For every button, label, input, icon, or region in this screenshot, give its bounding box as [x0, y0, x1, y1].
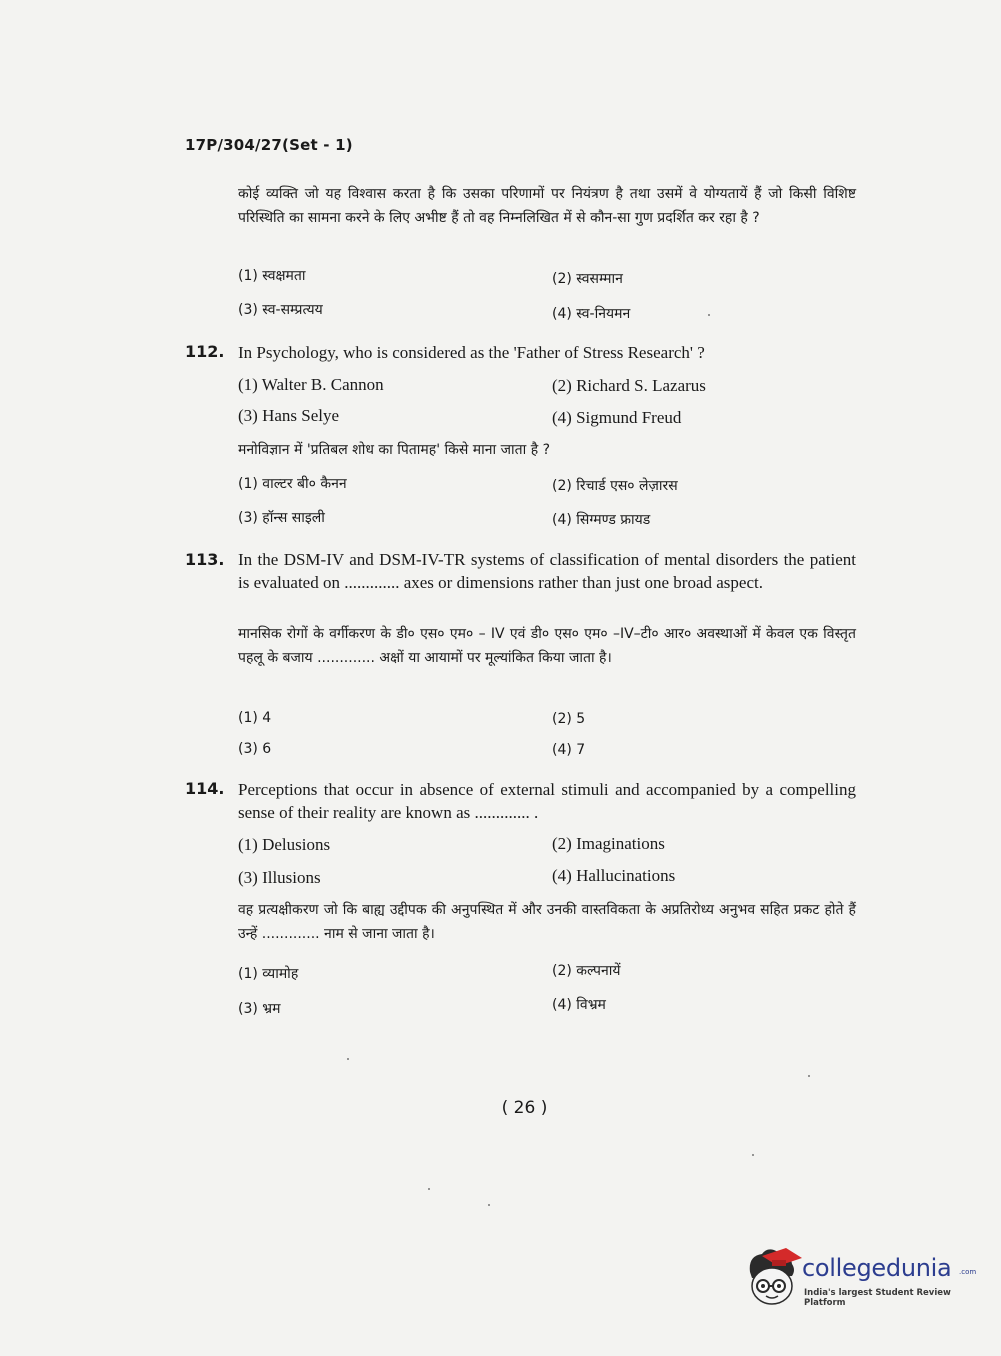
q112-number: 112.: [185, 342, 225, 361]
q114-option-1-hi: (1) व्यामोह: [238, 966, 299, 982]
scan-speck: [488, 1204, 490, 1206]
q111-option-4: (4) स्व-नियमन: [552, 306, 631, 322]
q112-text-en: In Psychology, who is considered as the 'Father of Stress Research' ?: [238, 343, 705, 362]
q112-option-2-hi: (2) रिचार्ड एस० लेज़ारस: [552, 478, 678, 494]
q112-option-4-en: (4) Sigmund Freud: [552, 408, 682, 427]
brand-name: collegedunia: [802, 1254, 952, 1282]
q112-text-hi: मनोविज्ञान में 'प्रतिबल शोध का पितामह' किसे माना जाता है ?: [238, 442, 551, 458]
q114-option-4-hi: (4) विभ्रम: [552, 997, 606, 1013]
q111-hindi-stem: कोई व्यक्ति जो यह विश्वास करता है कि उसका परिणामों पर नियंत्रण है तथा उसमें वे योग्यतायें हैं जो किसी विशिष्ट परिस्थिति का सामना करने के लिए अभीष्ट हैं तो वह निम्नलिखित में से कौन-सा गुण प्रदर्शित कर रहा है ?: [238, 186, 856, 226]
q111-option-2: (2) स्वसम्मान: [552, 271, 623, 287]
page-number: ( 26 ): [501, 1098, 548, 1118]
paper-code: 17P/304/27(Set - 1): [185, 136, 353, 154]
scan-speck: [708, 314, 710, 316]
q114-option-2-en: (2) Imaginations: [552, 834, 665, 853]
collegedunia-logo: [742, 1244, 977, 1314]
q114-number: 114.: [185, 779, 225, 798]
brand-domain: .com: [959, 1268, 977, 1276]
q112-option-3-hi: (3) हॉन्स साइली: [238, 510, 325, 526]
q111-option-3: (3) स्व-सम्प्रत्यय: [238, 302, 323, 318]
q112-option-3-en: (3) Hans Selye: [238, 406, 340, 425]
q113-option-4: (4) 7: [552, 742, 586, 758]
q112-option-1-hi: (1) वाल्टर बी० कैनन: [238, 476, 347, 492]
scan-speck: [752, 1154, 754, 1156]
mascot-icon: [742, 1244, 802, 1314]
q114-text-en: Perceptions that occur in absence of external stimuli and accompanied by a compelling sense of their reality are known as ............. .: [238, 780, 856, 822]
q113-text-hi: मानसिक रोगों के वर्गीकरण के डी० एस० एम० – IV एवं डी० एस० एम० –IV–टी० आर० अवस्थाओं में केवल एक विस्तृत पहलू के बजाय ............. अक्षों या आयामों पर मूल्यांकित किया जाता है।: [238, 626, 856, 666]
brand-tagline: India's largest Student Review Platform: [804, 1288, 951, 1308]
q113-text-en: In the DSM-IV and DSM-IV-TR systems of classification of mental disorders the patient is evaluated on ............. axes or dimensions rather than just one broad aspect.: [238, 550, 856, 592]
scan-speck: [808, 1075, 810, 1077]
q113-number: 113.: [185, 550, 225, 569]
q112-option-2-en: (2) Richard S. Lazarus: [552, 376, 706, 395]
q114-option-2-hi: (2) कल्पनायें: [552, 963, 621, 979]
q114-option-3-hi: (3) भ्रम: [238, 1001, 281, 1017]
scan-speck: [347, 1058, 349, 1060]
q114-option-1-en: (1) Delusions: [238, 835, 331, 854]
scan-speck: [428, 1188, 430, 1190]
q114-option-3-en: (3) Illusions: [238, 868, 321, 887]
q113-option-1: (1) 4: [238, 710, 272, 726]
q113-option-3: (3) 6: [238, 741, 272, 757]
q114-option-4-en: (4) Hallucinations: [552, 866, 676, 885]
q113-option-2: (2) 5: [552, 711, 586, 727]
q112-option-1-en: (1) Walter B. Cannon: [238, 375, 384, 394]
q111-option-1: (1) स्वक्षमता: [238, 268, 306, 284]
q112-option-4-hi: (4) सिग्मण्ड फ्रायड: [552, 512, 651, 528]
q114-text-hi: वह प्रत्यक्षीकरण जो कि बाह्य उद्दीपक की अनुपस्थित में और उनकी वास्तविकता के अप्रतिरोध्य अनुभव सहित प्रकट होते हैं उन्हें ............. नाम से जाना जाता है।: [238, 902, 856, 942]
